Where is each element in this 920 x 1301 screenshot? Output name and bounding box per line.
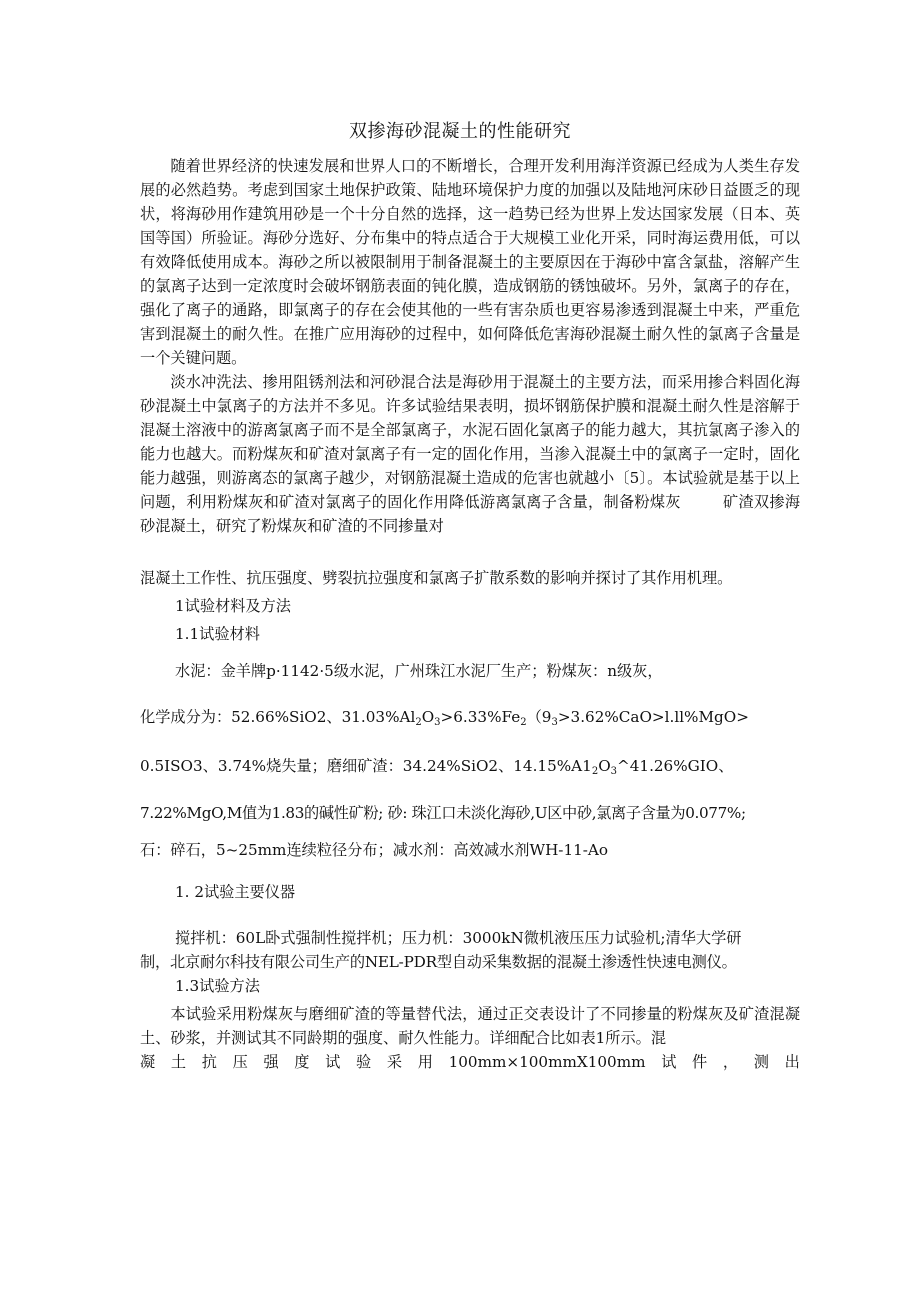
materials-line-2-c: O	[421, 708, 435, 726]
spread-dimension: 100mm×100mmX100mm	[448, 1053, 646, 1071]
spread-char: 用	[417, 1053, 433, 1071]
materials-line-3-e: ^41.26%GIO、	[617, 757, 734, 775]
paragraph-intro: 随着世界经济的快速发展和世界人口的不断增长，合理开发利用海洋资源已经成为人类生存发展的必然趋势。考虑到国家土地保护政策、陆地环境保护力度的加强以及陆地河床砂日益匮乏的现状，将海砂用作建筑用砂是一个十分自然的选择，这一趋势已经为世界上发达国家发展（日本、英国等国）所验证。海砂分选好、分布集中的特点适合于大规模工业化开采，同时海运费用低，可以有效降低使用成本。海砂之所以被限制用于制备混凝土的主要原因在于海砂中富含氯盐，溶解产生的氯离子达到一定浓度时会破坏钢筋表面的钝化膜，造成钢筋的锈蚀破坏。另外，氯离子的存在，强化了离子的通路，即氯离子的存在会使其他的一些有害杂质也更容易渗透到混凝土中来，严重危害到混凝土的耐久性。在推广应用海砂的过程中，如何降低危害海砂混凝土耐久性的氯离子含量是一个关键问题。	[140, 157, 800, 367]
paragraph-methods-main: 淡水冲洗法、掺用阻锈剂法和河砂混合法是海砂用于混凝土的主要方法，而采用掺合料固化海砂混凝土中氯离子的方法并不多见。许多试验结果表明，损坏钢筋保护膜和混凝土耐久性是溶解于混凝土溶液中的游离氯离子而不是全部氯离子，水泥石固化氯离子的能力越大，其抗氯离子渗入的能力也越大。而粉煤灰和矿渣对氯离子有一定的固化作用，当渗入混凝土中的氯离子一定时，固化能力越强，则游离态的氯离子越少，对钢筋混凝土造成的危害也就越小〔5〕。本试验就是基于以上问题，利用粉煤灰和矿渣对氯离子的固化作用降低游离氯离子含量，制备粉煤灰	[140, 373, 800, 511]
subscript: 2	[415, 717, 422, 728]
spread-char: 试	[661, 1053, 677, 1071]
materials-line-5: 石：碎石，5~25mm连续粒径分布；减水剂：高效减水剂WH-11-Ao	[140, 841, 609, 859]
paragraph-methods-tail: 混凝土工作性、抗压强度、劈裂抗拉强度和氯离子扩散系数的影响并探讨了其作用机理。	[140, 569, 733, 587]
spread-char: 出	[784, 1053, 800, 1071]
section-heading-1-1: 1.1试验材料	[175, 625, 260, 643]
materials-line-3-a: 0.5ISO3、3.74%烧失量；磨细矿渣：34.24%SiO2、14.15%A1	[140, 757, 592, 775]
method-spread-line	[140, 1050, 800, 1074]
materials-line-2-a: 化学成分为：52.66%SiO2、31.03%Al	[140, 708, 416, 726]
spread-char: 采	[386, 1053, 403, 1071]
spread-char: 土	[170, 1053, 187, 1071]
materials-line-2	[140, 705, 820, 735]
spread-char: 度	[294, 1053, 310, 1071]
instruments-line-1: 搅拌机：60L卧式强制性搅拌机；压力机：3000kN微机液压压力试验机;清华大学研	[175, 929, 742, 947]
section-heading-1: 1试验材料及方法	[175, 597, 291, 615]
materials-line-2-i: >3.62%CaO>l.ll%MgO>	[557, 708, 749, 726]
materials-line-3-c: O	[598, 757, 611, 775]
section-heading-1-2: 1. 2试验主要仪器	[175, 883, 296, 901]
subscript: 3	[610, 766, 618, 777]
section-heading-1-3: 1.3试验方法	[175, 977, 260, 995]
spread-char: 压	[232, 1053, 248, 1071]
spread-char: 测	[753, 1053, 769, 1071]
materials-line-4: 7.22%MgO,M值为1.83的碱性矿粉; 砂: 珠江口未淡化海砂,U区中砂,氯离子含量为0.077%;	[140, 804, 746, 822]
materials-line-2-g: （9	[526, 708, 552, 726]
spread-char: ，	[722, 1053, 739, 1071]
materials-line-2-e: >6.33%Fe	[440, 708, 521, 726]
spread-char: 强	[263, 1053, 279, 1071]
document-title: 双掺海砂混凝土的性能研究	[349, 121, 571, 142]
spread-char: 抗	[201, 1053, 217, 1071]
materials-line-1: 水泥：金羊牌p·1142·5级水泥，广州珠江水泥厂生产；粉煤灰：n级灰，	[175, 662, 663, 680]
method-paragraph: 本试验采用粉煤灰与磨细矿渣的等量替代法，通过正交表设计了不同掺量的粉煤灰及矿渣混凝土、砂浆，并测试其不同龄期的强度、耐久性能力。详细配合比如表1所示。混	[140, 1005, 800, 1047]
spread-char: 凝	[140, 1053, 156, 1071]
subscript: 3	[434, 717, 441, 728]
subscript: 2	[520, 717, 527, 728]
subscript: 2	[591, 766, 599, 777]
paragraph-methods-after-gap: 矿渣双掺海砂混凝土，研究了粉煤灰和矿渣的不同掺量对	[140, 493, 801, 535]
spread-char: 试	[325, 1053, 341, 1071]
spread-char: 件	[692, 1053, 708, 1071]
spread-char: 验	[356, 1053, 372, 1071]
paragraph-methods-background	[140, 370, 800, 538]
subscript: 3	[551, 717, 558, 728]
instruments-line-2: 制，北京耐尔科技有限公司生产的NEL-PDR型自动采集数据的混凝土渗透性快速电测仪。	[140, 953, 737, 971]
materials-line-3	[140, 754, 820, 784]
